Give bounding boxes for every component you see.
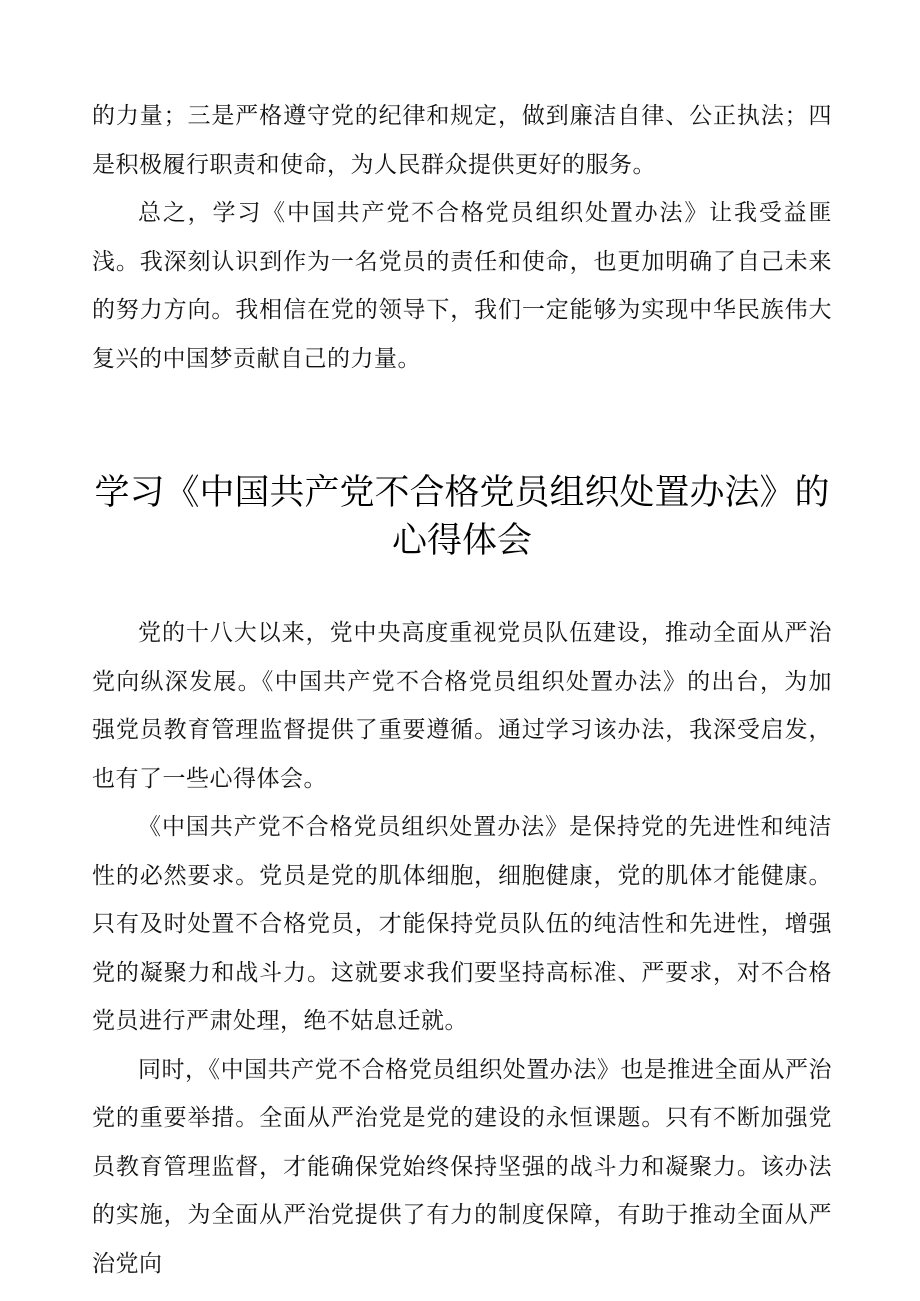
intro-paragraph-2: 总之，学习《中国共产党不合格党员组织处置办法》让我受益匪浅。我深刻认识到作为一名党员的责任和使命，也更加明确了自己未来的努力方向。我相信在党的领导下，我们一定能够为实现中华民族伟大复兴的中国梦贡献自己的力量。 <box>92 200 832 372</box>
body-paragraph-2: 《中国共产党不合格党员组织处置办法》是保持党的先进性和纯洁性的必然要求。党员是党的肌体细胞，细胞健康，党的肌体才能健康。只有及时处置不合格党员，才能保持党员队伍的纯洁性和先进性，增强党的凝聚力和战斗力。这就要求我们要坚持高标准、严要求，对不合格党员进行严肃处理，绝不姑息迁就。 <box>92 814 832 1034</box>
title-line-2: 心得体会 <box>391 521 532 561</box>
intro-paragraph-1: 的力量；三是严格遵守党的纪律和规定，做到廉洁自律、公正执法；四是积极履行职责和使命，为人民群众提供更好的服务。 <box>92 103 832 178</box>
body-paragraph-1: 党的十八大以来，党中央高度重视党员队伍建设，推动全面从严治党向纵深发展。《中国共产党不合格党员组织处置办法》的出台，为加强党员教育管理监督提供了重要遵循。通过学习该办法，我深受启发，也有了一些心得体会。 <box>92 620 832 792</box>
body-paragraph-3: 同时，《中国共产党不合格党员组织处置办法》也是推进全面从严治党的重要举措。全面从严治党是党的建设的永恒课题。只有不断加强党员教育管理监督，才能确保党始终保持坚强的战斗力和凝聚力。该办法的实施，为全面从严治党提供了有力的制度保障，有助于推动全面从严治党向 <box>92 1056 832 1277</box>
title-line-1: 学习《中国共产党不合格党员组织处置办法》的 <box>94 473 830 513</box>
document-title <box>92 469 832 565</box>
document-page <box>92 92 832 1288</box>
